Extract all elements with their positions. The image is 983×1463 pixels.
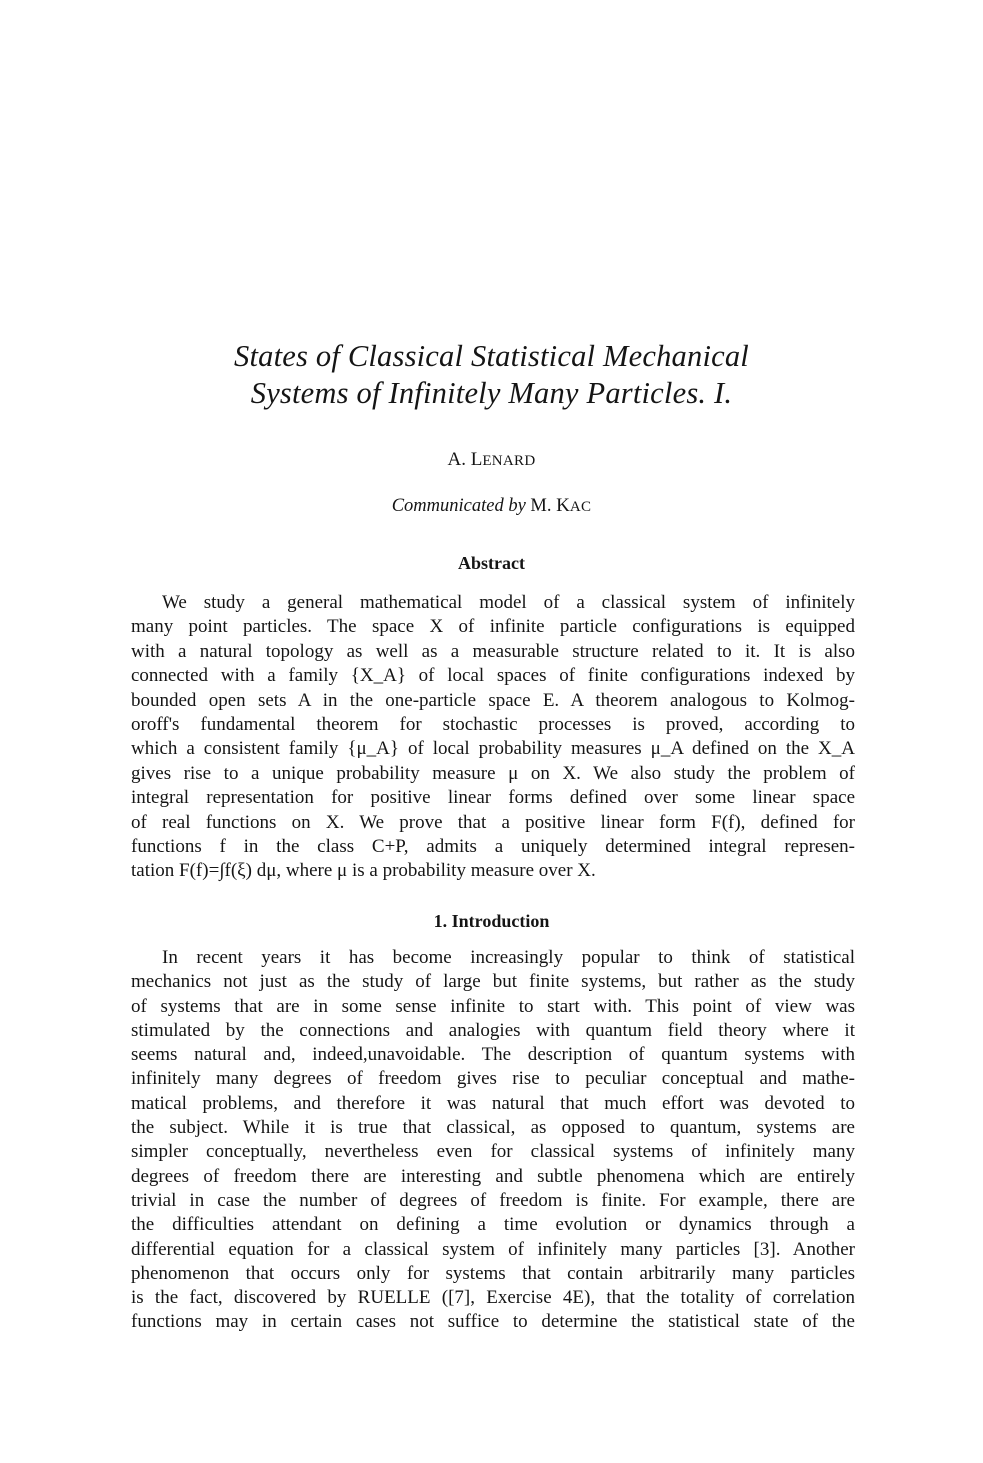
introduction-line: differential equation for a classical system of infinitely many particles [3]. Another (131, 1238, 855, 1260)
abstract-line: with a natural topology as well as a measurable structure related to it. It is also (131, 640, 855, 662)
abstract-line: bounded open sets A in the one-particle space E. A theorem analogous to Kolmog- (131, 689, 855, 711)
introduction-line: the difficulties attendant on defining a time evolution or dynamics through a (131, 1214, 855, 1236)
communicator-surname-rest: AC (569, 499, 592, 515)
communicator-surname-first: K (556, 495, 570, 516)
author-name (0, 448, 983, 473)
introduction-line: stimulated by the connections and analogies with quantum field theory where it (131, 1019, 855, 1041)
title-line-1: States of Classical Statistical Mechanical (234, 339, 749, 373)
section-heading-introduction: 1. Introduction (433, 911, 550, 931)
abstract-line: gives rise to a unique probability measure μ on X. We also study the problem of (131, 762, 855, 784)
introduction-line: trivial in case the number of degrees of freedom is finite. For example, there are (131, 1189, 855, 1211)
introduction-line: infinitely many degrees of freedom gives rise to peculiar conceptual and mathe- (131, 1068, 855, 1090)
introduction-line: phenomenon that occurs only for systems that contain arbitrarily many particles (131, 1262, 855, 1284)
introduction-line: is the fact, discovered by RUELLE ([7], Exercise 4E), that the totality of correlation (131, 1287, 855, 1309)
introduction-line: matical problems, and therefore it was natural that much effort was devoted to (131, 1092, 855, 1114)
title-line-2: Systems of Infinitely Many Particles. I. (250, 376, 733, 410)
abstract-heading: Abstract (458, 553, 525, 573)
abstract-line: connected with a family {X_A} of local spaces of finite configurations indexed by (131, 665, 855, 687)
communicator-initial: M. (530, 496, 552, 516)
abstract-line: tation F(f)=∫f(ξ) dμ, where μ is a probability measure over X. (131, 860, 596, 882)
introduction-line: seems natural and, indeed,unavoidable. The description of quantum systems with (131, 1044, 855, 1066)
communicated-prefix: Communicated by (391, 496, 526, 516)
author-initial: A. (447, 449, 466, 470)
abstract-line: functions f in the class C+P, admits a uniquely determined integral represen- (131, 835, 855, 857)
paper-title (120, 338, 863, 412)
abstract-line: many point particles. The space X of infinite particle configurations is equipped (131, 616, 855, 638)
abstract-line: oroff's fundamental theorem for stochastic processes is proved, according to (131, 713, 855, 735)
introduction-body (131, 946, 855, 1335)
introduction-line: mechanics not just as the study of large but finite systems, but rather as the study (131, 971, 855, 993)
introduction-line: the subject. While it is true that classical, as opposed to quantum, systems are (131, 1117, 855, 1139)
abstract-line: of real functions on X. We prove that a positive linear form F(f), defined for (131, 811, 855, 833)
abstract-line: integral representation for positive linear forms defined over some linear space (131, 787, 855, 809)
introduction-line: degrees of freedom there are interesting and subtle phenomena which are entirely (131, 1165, 855, 1187)
abstract-line: We study a general mathematical model of a classical system of infinitely (162, 592, 855, 613)
abstract-body (131, 591, 855, 884)
introduction-line: of systems that are in some sense infinite to start with. This point of view was (131, 995, 855, 1017)
author-surname-first: L (470, 449, 483, 470)
communicated-by (0, 494, 983, 519)
introduction-line: In recent years it has become increasingly popular to think of statistical (162, 947, 855, 968)
abstract-line: which a consistent family {μ_A} of local probability measures μ_A defined on the X_A (131, 738, 855, 760)
author-surname-rest: ENARD (482, 453, 536, 469)
introduction-line: simpler conceptually, nevertheless even for classical systems of infinitely many (131, 1141, 855, 1163)
introduction-line: functions may in certain cases not suffice to determine the statistical state of the (131, 1311, 855, 1333)
